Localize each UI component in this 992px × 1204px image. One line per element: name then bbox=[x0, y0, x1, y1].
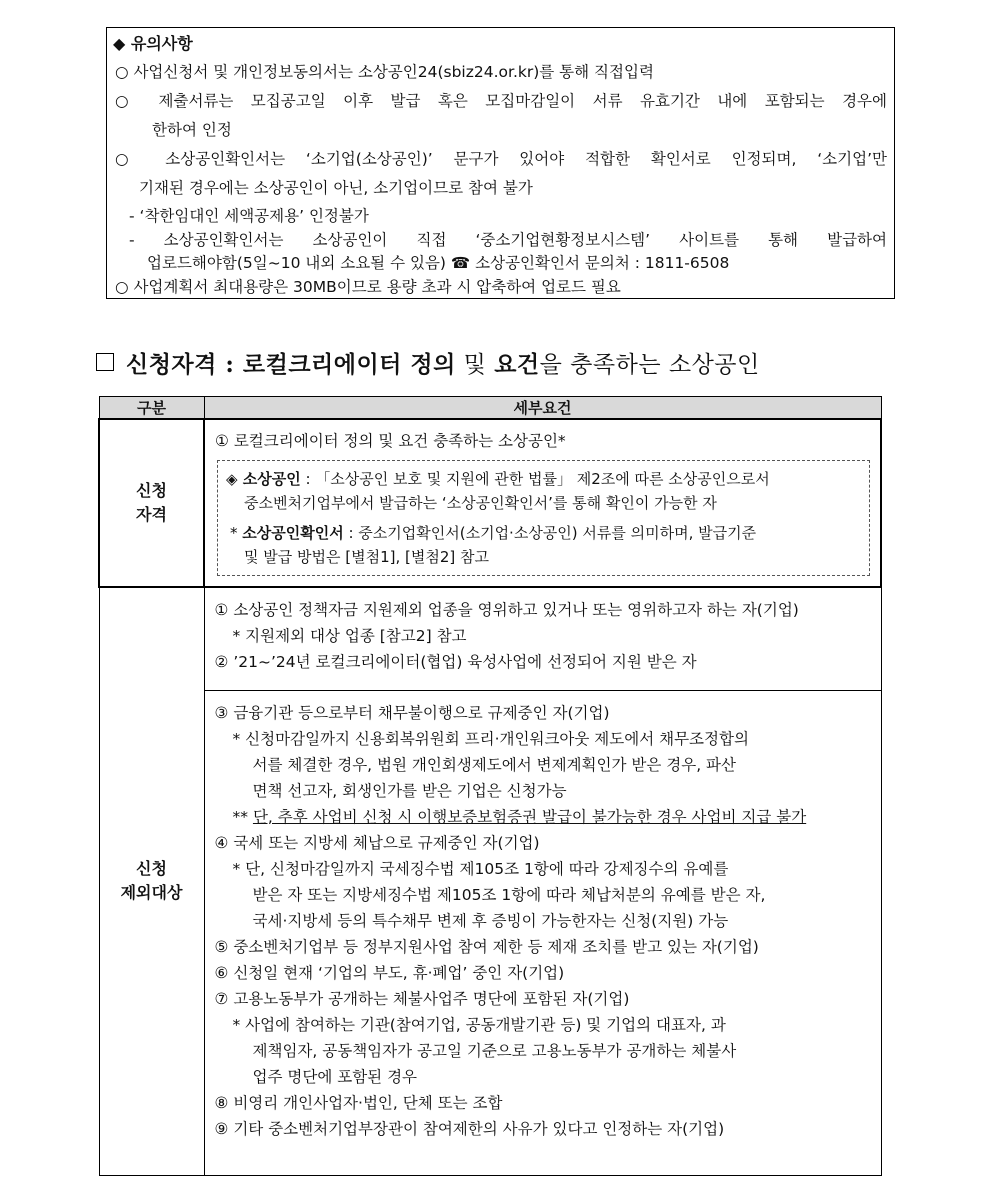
exclusion-item: ⑨ 기타 중소벤처기업부장관이 참여제한의 사유가 있다고 인정하는 자(기업) bbox=[214, 1119, 725, 1138]
exclusion-note: 면책 선고자, 회생인가를 받은 기업은 신청가능 bbox=[252, 781, 567, 800]
exclusion-item: ⑧ 비영리 개인사업자·법인, 단체 또는 조합 bbox=[214, 1093, 503, 1112]
exclusion-item: ⑤ 중소벤처기업부 등 정부지원사업 참여 제한 등 제재 조치를 받고 있는 자(기업) bbox=[214, 937, 759, 956]
qualification-item: ① 로컬크리에이터 정의 및 요건 충족하는 소상공인* bbox=[215, 432, 566, 450]
header-category: 구분 bbox=[99, 397, 204, 420]
exclusion-note: * 단, 신청마감일까지 국세징수법 제105조 1항에 따라 강제징수의 유예를 bbox=[232, 859, 729, 878]
notice-line: ○ 소상공인확인서는 ‘소기업(소상공인)’ 문구가 있어야 적합한 확인서로 인정되며, ‘소기업’만 bbox=[115, 150, 887, 168]
notice-line: - ‘착한임대인 세액공제용’ 인정불가 bbox=[129, 207, 369, 225]
exclusion-note: * 지원제외 대상 업종 [참고2] 참고 bbox=[232, 627, 467, 645]
notice-line: 기재된 경우에는 소상공인이 아닌, 소기업이므로 참여 불가 bbox=[139, 179, 533, 197]
exclusion-note: 업주 명단에 포함된 경우 bbox=[252, 1067, 418, 1086]
exclusion-item: ⑥ 신청일 현재 ‘기업의 부도, 휴·폐업’ 중인 자(기업) bbox=[214, 963, 565, 982]
notice-line: ○ 사업신청서 및 개인정보동의서는 소상공인24(sbiz24.or.kr)를 통해 직접입력 bbox=[115, 63, 654, 81]
exclusion-note: 받은 자 또는 지방세징수법 제105조 1항에 따라 체납처분의 유예를 받은 자, bbox=[252, 885, 766, 904]
notice-line: ○ 사업계획서 최대용량은 30MB이므로 용량 초과 시 압축하여 업로드 필요 bbox=[115, 278, 621, 296]
exclusion-item: ⑦ 고용노동부가 공개하는 체불사업주 명단에 포함된 자(기업) bbox=[214, 989, 630, 1008]
table-row bbox=[99, 587, 881, 690]
exclusion-note: ** 단, 추후 사업비 신청 시 이행보증보험증권 발급이 불가능한 경우 사업비 지급 불가 bbox=[232, 807, 807, 826]
definition-box: ◈ 소상공인 : 「소상공인 보호 및 지원에 관한 법률」 제2조에 따른 소상공인으로서 중소벤처기업부에서 발급하는 ‘소상공인확인서’를 통해 확인이 가능한 자 * 소상공인확인서 : 중소기업확인서(소기업·소상공인) 서류를 의미하며, 발급기준 및 발급 방법은 [별첨1], [별첨2] 참고 bbox=[217, 460, 870, 576]
exclusion-label: 신청 제외대상 bbox=[99, 587, 204, 1175]
qualification-detail bbox=[204, 419, 881, 587]
table-row bbox=[99, 419, 881, 587]
notice-title: ◆ 유의사항 bbox=[113, 34, 193, 53]
exclusion-item: ② ’21~’24년 로컬크리에이터(협업) 육성사업에 선정되어 지원 받은 자 bbox=[214, 653, 697, 671]
exclusion-group-2 bbox=[204, 690, 881, 1175]
exclusion-note: 서를 체결한 경우, 법원 개인회생제도에서 변제계획인가 받은 경우, 파산 bbox=[252, 755, 736, 774]
exclusion-group-1 bbox=[204, 587, 881, 690]
notice-line: - 소상공인확인서는 소상공인이 직접 ‘중소기업현황정보시스템’ 사이트를 통해 발급하여 bbox=[129, 231, 887, 249]
notice-line: 업로드해야함(5일~10 내외 소요될 수 있음) ☎ 소상공인확인서 문의처 : 1811-6508 bbox=[147, 254, 730, 272]
notice-line: 한하여 인정 bbox=[152, 121, 232, 139]
exclusion-item: ④ 국세 또는 지방세 체납으로 규제중인 자(기업) bbox=[214, 833, 540, 852]
notice-box bbox=[106, 27, 895, 299]
header-details: 세부요건 bbox=[204, 397, 881, 420]
exclusion-item: ③ 금융기관 등으로부터 채무불이행으로 규제중인 자(기업) bbox=[214, 703, 610, 722]
notice-line: ○ 제출서류는 모집공고일 이후 발급 혹은 모집마감일이 서류 유효기간 내에 포함되는 경우에 bbox=[115, 92, 887, 110]
exclusion-note: 제책임자, 공동책임자가 공고일 기준으로 고용노동부가 공개하는 체불사 bbox=[252, 1041, 737, 1060]
exclusion-note: * 신청마감일까지 신용회복위원회 프리·개인워크아웃 제도에서 채무조정합의 bbox=[232, 729, 749, 748]
checkbox-square-icon bbox=[96, 353, 114, 371]
table-row bbox=[99, 690, 881, 1175]
exclusion-item: ① 소상공인 정책자금 지원제외 업종을 영위하고 있거나 또는 영위하고자 하는 자(기업) bbox=[214, 601, 799, 619]
exclusion-note: 국세·지방세 등의 특수채무 변제 후 증빙이 가능한자는 신청(지원) 가능 bbox=[252, 911, 729, 930]
section-heading: 신청자격 : 로컬크리에이터 정의 및 요건을 충족하는 소상공인 bbox=[96, 346, 760, 379]
qualification-label: 신청 자격 bbox=[99, 419, 204, 587]
requirements-table bbox=[98, 396, 882, 1176]
exclusion-note: * 사업에 참여하는 기관(참여기업, 공동개발기관 등) 및 기업의 대표자, 과 bbox=[232, 1015, 726, 1034]
